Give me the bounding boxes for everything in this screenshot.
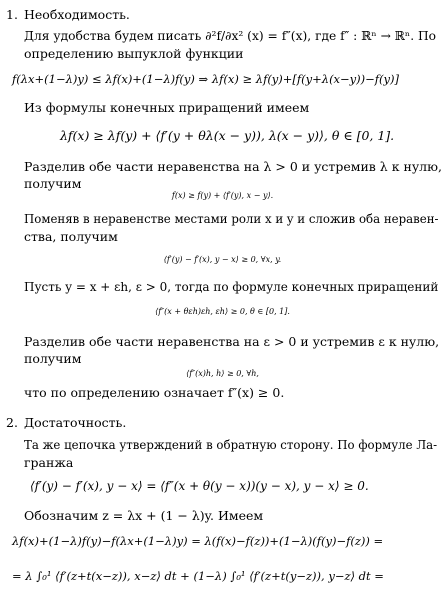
- item-2-paragraph-1-line-1: Та же цепочка утверждений в обратную сторону. По формуле Ла-: [24, 438, 438, 452]
- item-1-equation-3: f(x) ≥ f(y) + ⟨f′(y), x − y⟩.: [171, 191, 274, 200]
- item-2-number: 2.: [6, 415, 18, 430]
- item-1-equation-2: λf(x) ≥ λf(y) + ⟨f′(y + θλ(x − y)), λ(x − y)⟩, θ ∈ [0, 1].: [60, 128, 395, 143]
- item-1-heading: Необходимость.: [24, 7, 130, 22]
- item-1-equation-4: ⟨f′(y) − f′(x), y − x⟩ ≥ 0, ∀x, y.: [163, 255, 282, 264]
- item-1-paragraph-6-line-2: получим: [24, 351, 82, 366]
- item-1-paragraph-2: Из формулы конечных приращений имеем: [24, 100, 310, 115]
- item-2-equation-2: λf(x)+(1−λ)f(y)−f(λx+(1−λ)y) = λ(f(x)−f(z))+(1−λ)(f(y)−f(z)) =: [12, 534, 384, 548]
- item-1-paragraph-1-line-1: Для удобства будем писать ∂²f/∂x² (x) = f″(x), где f″ : ℝⁿ → ℝⁿ. По: [24, 29, 437, 43]
- item-1-number: 1.: [6, 7, 18, 22]
- item-1-paragraph-4-line-2: ства, получим: [24, 229, 118, 244]
- item-2-paragraph-2: Обозначим z = λx + (1 − λ)y. Имеем: [24, 508, 264, 523]
- item-1-equation-1: f(λx+(1−λ)y) ≤ λf(x)+(1−λ)f(y) ⇒ λf(x) ≥ λf(y)+[f(y+λ(x−y))−f(y)]: [12, 72, 400, 86]
- item-1-paragraph-3-line-2: получим: [24, 176, 82, 191]
- item-1-paragraph-6-line-1: Разделив обе части неравенства на ε > 0 и устремив ε к нулю,: [24, 334, 440, 349]
- item-1-equation-6: ⟨f″(x)h, h⟩ ≥ 0, ∀h,: [186, 369, 259, 378]
- item-1-paragraph-5: Пусть y = x + εh, ε > 0, тогда по формуле конечных приращений: [24, 280, 439, 294]
- item-2-heading: Достаточность.: [24, 415, 127, 430]
- item-1-paragraph-1-line-2: определению выпуклой функции: [24, 46, 244, 61]
- item-1-paragraph-7: что по определению означает f″(x) ≥ 0.: [24, 385, 285, 400]
- item-1-paragraph-3-line-1: Разделив обе части неравенства на λ > 0 и устремив λ к нулю,: [24, 159, 442, 174]
- item-1-paragraph-4-line-1: Поменяв в неравенстве местами роли x и y и сложив оба неравен-: [24, 212, 439, 226]
- item-1-equation-5: ⟨f″(x + θεh)εh, εh⟩ ≥ 0, θ ∈ [0, 1].: [155, 307, 290, 316]
- item-2-paragraph-1-line-2: гранжа: [24, 455, 74, 470]
- item-2-equation-3: = λ ∫₀¹ ⟨f′(z+t(x−z)), x−z⟩ dt + (1−λ) ∫₀¹ ⟨f′(z+t(y−z)), y−z⟩ dt =: [12, 569, 384, 583]
- item-2-equation-1: ⟨f′(y) − f′(x), y − x⟩ = ⟨f″(x + θ(y − x))(y − x), y − x⟩ ≥ 0.: [30, 479, 369, 493]
